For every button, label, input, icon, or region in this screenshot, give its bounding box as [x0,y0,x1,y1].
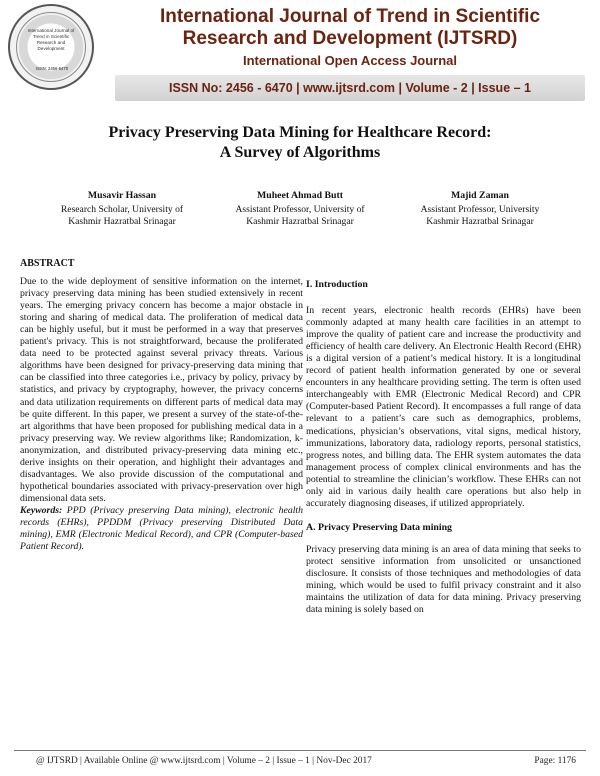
author-affiliation-line2: Kashmir Hazratbal Srinagar [246,216,354,227]
author-affiliation-line2: Kashmir Hazratbal Srinagar [68,216,176,227]
footer-info: @ IJTSRD | Available Online @ www.ijtsrd.com | Volume – 2 | Issue – 1 | Nov-Dec 2017 [36,756,372,766]
page-footer [14,750,586,773]
keywords-label: Keywords: [20,504,63,516]
author-1 [22,190,222,228]
left-column [20,258,303,553]
logo-issn: ISSN: 2456-6470 [35,66,69,71]
right-column [306,279,581,616]
author-affiliation-line1: Assistant Professor, University [420,204,540,215]
issn-bar: ISSN No: 2456 - 6470 | www.ijtsrd.com | Volume - 2 | Issue – 1 [115,75,585,101]
journal-header [0,0,600,112]
author-2 [200,190,400,228]
journal-logo [8,4,94,90]
journal-subtitle: International Open Access Journal [242,53,458,68]
abstract-heading: ABSTRACT [20,258,75,269]
logo-text: International Journal of Trend in Scientific Research and Development [27,28,75,51]
author-affiliation-line1: Research Scholar, University of [60,204,184,215]
journal-title-line1: International Journal of Trend in Scientific [159,6,541,27]
author-affiliation-line2: Kashmir Hazratbal Srinagar [426,216,534,227]
keywords [20,505,303,553]
subsection-text: Privacy preserving data mining is an area of data mining that seeks to protect sensitive information from unsolicited or unsanctioned disclosure. It consists of those techniques and methodologies of data mining, which would be used to fulfil privacy constraint and it also maintains the utilization of data for data mining. Privacy preserving data mining is solely based on [306,543,581,616]
abstract-text: Due to the wide deployment of sensitive information on the internet, privacy preserving data mining has been studied extensively in recent years. The emerging privacy concern has become a major obstacle in storing and sharing of medical data. The proliferation of medical data can be highly useful, but it must be performed in a way that preserves patient's privacy. This is not straightforward, because the proliferated data need to be protected against several privacy threats. Various algorithms have been designed for privacy-preserving data mining that can be classified into three categories i.e., privacy by policy, privacy by statistics, and privacy by cryptography, however, the privacy concerns and data utilization requirements on different parts of medical data may be quite different. In this paper, we present a survey of the state-of-the-art algorithms that have been proposed for publishing medical data in a privacy preserving way. We review algorithms like; Randomization, k-anonymization, and distributed privacy-preserving data mining etc., derive insights on their operation, and highlight their advantages and disadvantages. We also provide discussion of the computational and hypothetical boundaries associated with privacy-preservation over high dimensional data sets. [20,276,303,504]
intro-text: In recent years, electronic health records (EHRs) have been commonly adapted at many health care facilities in an attempt to improve the quality of patient care and increase the productivity and efficiency of health care delivery. An Electronic Health Record (EHR) is a digital version of a patient’s medical history. It is a longitudinal record of patient health information generated by one or several encounters in any healthcare providing setting. The term is often used interchangeably with EMR (Electronic Medical Record) and CPR (Computer-based Patient Record). It encompasses a full range of data relevant to a patient’s care such as demographics, problems, medications, physician’s observations, vital signs, medical history, immunizations, laboratory data, radiology reports, personal statistics, progress notes, and billing data. The EHR system automates the data management process of complex clinical environments and has the potential to streamline the clinician’s workflow. These EHRs can not only aid in various daily health care operations but also help in accurately diagnosing diseases, if utilized appropriately. [306,305,581,509]
paper-title-line1: Privacy Preserving Data Mining for Healthcare Record: [108,124,492,141]
journal-title-line2: Research and Development (IJTSRD) [182,28,518,49]
subsection-heading: A. Privacy Preserving Data mining [306,521,452,533]
page-number: Page: 1176 [534,756,576,766]
author-3 [380,190,580,228]
author-name: Muheet Ahmad Butt [257,190,343,201]
paper-title-line2: A Survey of Algorithms [219,144,381,161]
keywords-text: PPD (Privacy preserving Data mining), electronic health records (EHRs), PPDDM (Privacy preserving Distributed Data mining), EMR (Electronic Medical Record), and CPR (Computer-based Patient Record). [20,504,303,553]
author-name: Majid Zaman [451,190,509,201]
author-affiliation-line1: Assistant Professor, University of [235,204,365,215]
author-name: Musavir Hassan [87,190,157,201]
intro-heading: I. Introduction [306,279,368,290]
